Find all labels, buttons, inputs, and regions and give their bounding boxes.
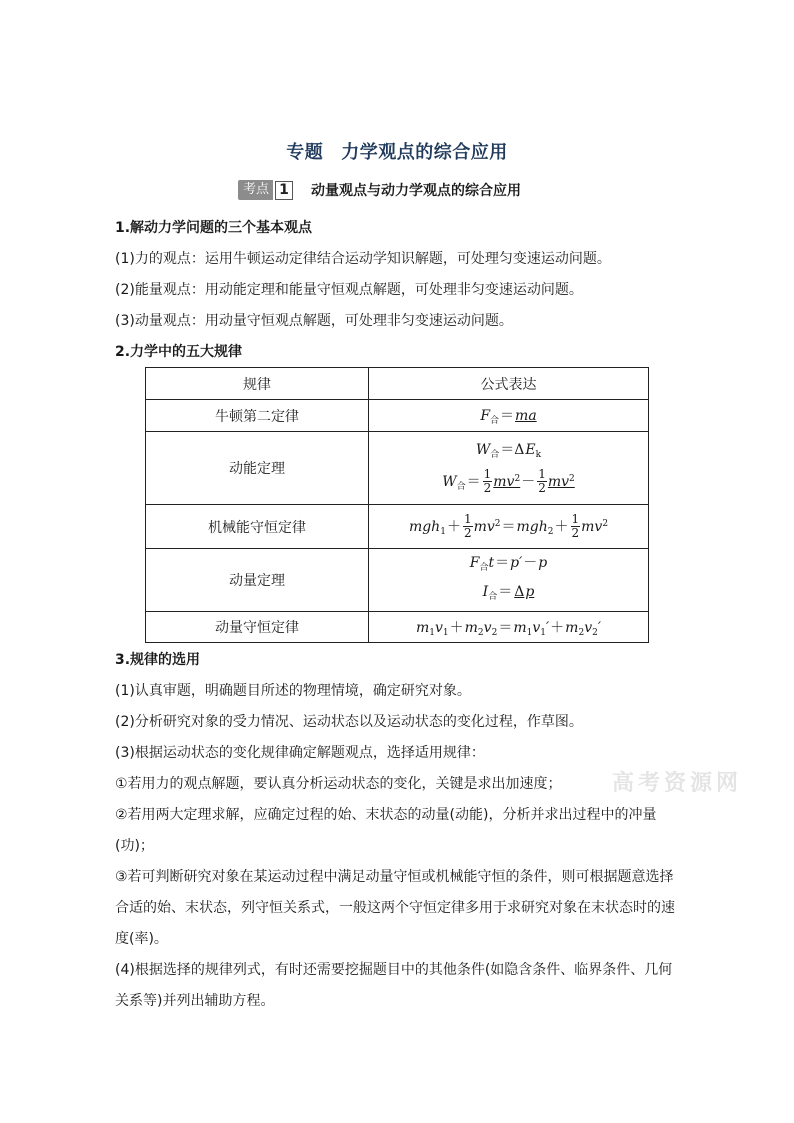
section3-item-3: (3)根据运动状态的变化规律确定解题观点，选择适用规律：: [115, 745, 485, 761]
rule-name: 机械能守恒定律: [146, 505, 369, 549]
table-header-formula: 公式表达: [369, 368, 649, 400]
rule-name: 动能定理: [146, 432, 369, 505]
watermark-text: 高考资源网: [612, 771, 743, 796]
section3-item-7: (4)根据选择的规律列式，有时还需要挖掘题目中的其他条件(如隐含条件、临界条件、几何关系等)并列出辅助方程。: [115, 962, 673, 1009]
section3-item-2: (2)分析研究对象的受力情况、运动状态以及运动状态的变化过程，作草图。: [115, 714, 583, 730]
table-row: [146, 432, 649, 505]
section2-heading: 2.力学中的五大规律: [115, 344, 243, 360]
section3-item-1: (1)认真审题，明确题目所述的物理情境，确定研究对象。: [115, 683, 471, 699]
table-row: [146, 612, 649, 643]
section3-item-4: ①若用力的观点解题，要认真分析运动状态的变化，关键是求出加速度；: [115, 776, 562, 792]
rule-name: 动量守恒定律: [146, 612, 369, 643]
table-row: [146, 549, 649, 612]
page-title: [0, 138, 794, 164]
section1-heading: 1.解动力学问题的三个基本观点: [115, 220, 313, 236]
formula-momentum-theorem: $F_合t=p'-p$ $I_合= \Delta p$: [369, 549, 649, 612]
section3-item-5: ②若用两大定理求解，应确定过程的始、末状态的动量(动能)，分析并求出过程中的冲量(功)；: [115, 807, 657, 854]
formula-newton-second-law: $F_合=ma$: [369, 400, 649, 432]
section3-heading: 3.规律的选用: [115, 652, 201, 668]
five-laws-table: [145, 367, 649, 643]
table-row: [146, 505, 649, 549]
kaodian-heading: 动量观点与动力学观点的综合应用: [311, 183, 522, 199]
section1-item-3: (3)动量观点：用动量守恒观点解题，可处理非匀变速运动问题。: [115, 313, 513, 329]
table-header-row: [146, 368, 649, 400]
kaodian-number: 1: [275, 181, 293, 200]
title-prefix: 专题: [286, 142, 324, 163]
rule-name: 动量定理: [146, 549, 369, 612]
formula-kinetic-energy-theorem: $W_合=\Delta E_k$ $W_合=$ $\frac{1}{2}$ $mv^2-$ $\frac{1}{2}$ $mv^2$: [369, 432, 649, 505]
table-header-law: 规律: [146, 368, 369, 400]
rule-name: 牛顿第二定律: [146, 400, 369, 432]
formula-momentum-conservation: $m_1v_1+m_2v_2=m_1v_1'+m_2v_2'$: [369, 612, 649, 643]
kaodian-banner: [238, 178, 521, 202]
title-main: 力学观点的综合应用: [341, 142, 508, 163]
section1-item-2: (2)能量观点：用动能定理和能量守恒观点解题，可处理非匀变速运动问题。: [115, 282, 583, 298]
table-row: [146, 400, 649, 432]
section3-item-6: ③若可判断研究对象在某运动过程中满足动量守恒或机械能守恒的条件，则可根据题意选择合适的始、末状态，列守恒关系式，一般这两个守恒定律多用于求研究对象在末状态时的速度(率)。: [115, 869, 675, 947]
kaodian-label: 考点: [238, 180, 273, 200]
formula-mechanical-energy-conservation: mgh$_1$＋ $\frac{1}{2}$ $mv^2=mgh_2+$ $\frac{1}{2}$ $mv^2$: [369, 505, 649, 549]
section1-item-1: (1)力的观点：运用牛顿运动定律结合运动学知识解题，可处理匀变速运动问题。: [115, 251, 611, 267]
